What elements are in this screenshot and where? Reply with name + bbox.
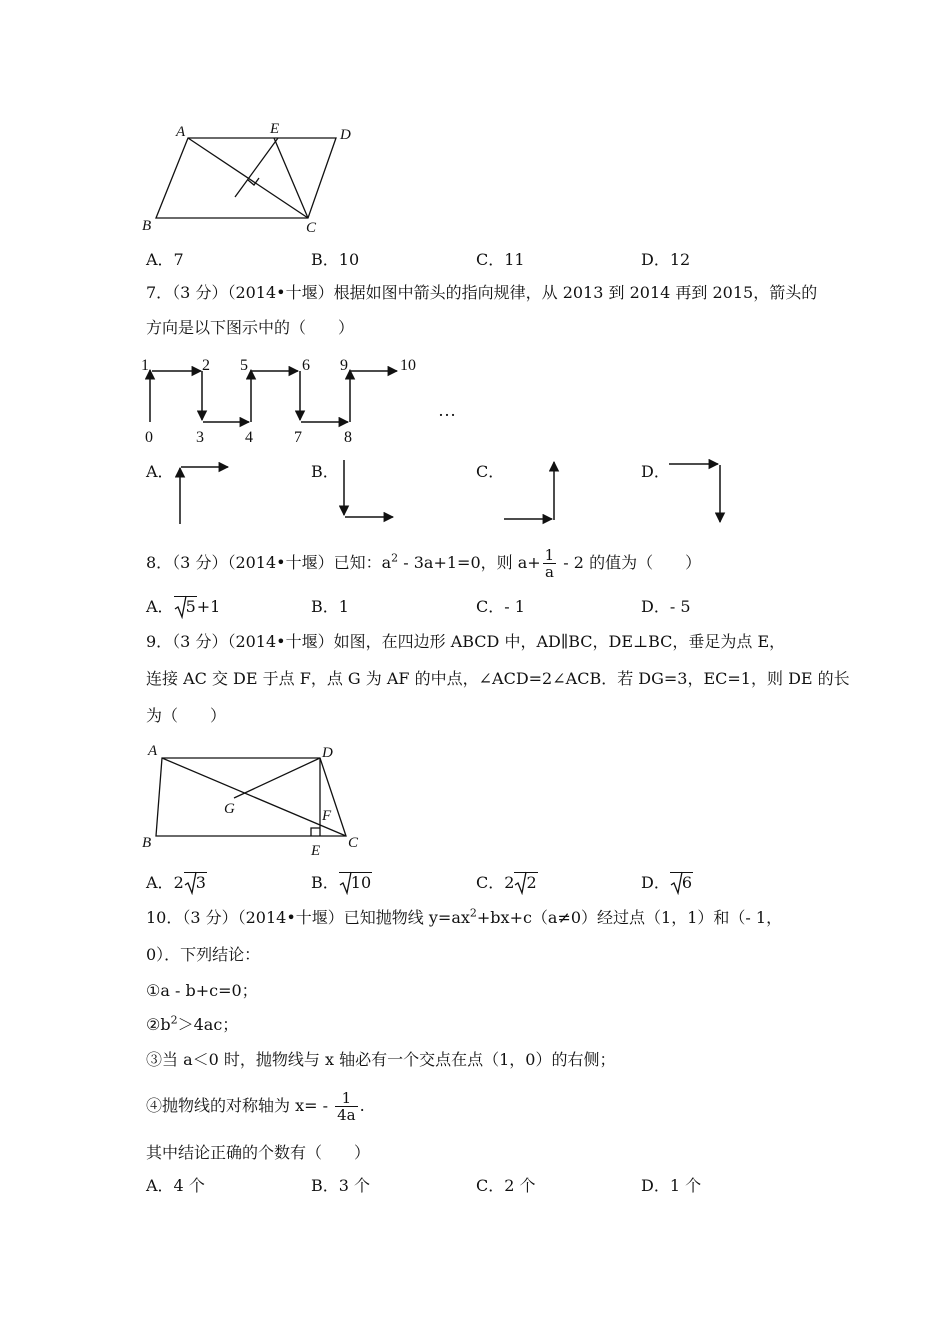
q7-option-d-letter[interactable]: D． xyxy=(641,462,670,481)
q7-num-6: 6 xyxy=(302,357,310,374)
q7-arrow-sequence-figure xyxy=(138,352,468,447)
q7-option-c-arrow-icon[interactable] xyxy=(500,458,565,528)
q6-option-b[interactable]: B．10 xyxy=(311,250,360,269)
q10-stem-suffix: +bx+c（a≠0）经过点（1，1）和（- 1， xyxy=(476,908,783,927)
q7-option-d-arrow-icon[interactable] xyxy=(665,458,730,528)
q6-label-A: A xyxy=(176,124,186,140)
q7-option-a-arrow-icon[interactable] xyxy=(170,458,235,528)
q6-option-c[interactable]: C．11 xyxy=(476,250,525,269)
q8-stem-prefix: 8．（3 分）（2014•十堰）已知：a xyxy=(146,553,392,572)
q10-item-4-frac-den: 4a xyxy=(337,1106,356,1124)
q9-option-c-sqrt xyxy=(514,873,537,893)
q7-ellipsis: … xyxy=(438,400,456,420)
q10-item-1: ①a - b+c=0； xyxy=(146,981,258,1000)
q10-stem-sup: 2 xyxy=(469,906,477,920)
q10-item-2-prefix: ②b xyxy=(146,1015,171,1034)
q9-option-b-radicand: 10 xyxy=(339,872,372,892)
q9-stem-line3: 为（ ） xyxy=(146,706,227,725)
q9-label-G: G xyxy=(224,801,235,817)
q7-num-4: 4 xyxy=(245,429,253,446)
q9-stem-line2: 连接 AC 交 DE 于点 F，点 G 为 AF 的中点，∠ACD=2∠ACB．若 DG=3，EC=1，则 DE 的长 xyxy=(146,669,850,688)
q8-stem-mid: - 3a+1=0，则 a+ xyxy=(398,553,541,572)
q6-label-B: B xyxy=(142,218,152,234)
q10-stem-line1 xyxy=(146,908,782,928)
q6-label-E: E xyxy=(270,121,280,137)
q9-option-a[interactable] xyxy=(146,873,207,893)
q7-num-9: 9 xyxy=(340,357,348,374)
q7-option-a-letter[interactable]: A． xyxy=(146,462,174,481)
q8-option-a-sqrt xyxy=(174,597,197,617)
q6-label-D: D xyxy=(340,127,351,143)
q9-option-a-sqrt xyxy=(184,873,207,893)
q10-option-b[interactable]: B．3 个 xyxy=(311,1176,371,1195)
q7-num-5: 5 xyxy=(240,357,248,374)
q10-item-2-sup: 2 xyxy=(170,1013,178,1027)
q9-stem-line1: 9．（3 分）（2014•十堰）如图，在四边形 ABCD 中，AD∥BC，DE⊥BC，垂足为点 E， xyxy=(146,632,786,651)
q9-option-b-letter: B． xyxy=(311,873,339,892)
q8-option-a[interactable] xyxy=(146,597,220,617)
q7-option-b-letter[interactable]: B． xyxy=(311,462,339,481)
q8-option-a-radicand: 5 xyxy=(174,596,197,616)
q8-stem-sup: 2 xyxy=(391,551,399,565)
q10-item-2 xyxy=(146,1015,238,1035)
q9-option-b[interactable] xyxy=(311,873,372,893)
q9-label-A: A xyxy=(148,743,158,759)
q9-option-c[interactable] xyxy=(476,873,538,893)
q6-option-d[interactable]: D．12 xyxy=(641,250,691,269)
q9-option-c-coef: 2 xyxy=(504,873,515,892)
q10-stem-prefix: 10．（3 分）（2014•十堰）已知抛物线 y=ax xyxy=(146,908,470,927)
q9-label-B: B xyxy=(142,835,152,851)
q8-option-b[interactable]: B．1 xyxy=(311,597,349,616)
q10-item-4-suffix: . xyxy=(359,1096,365,1115)
q7-option-c-letter[interactable]: C． xyxy=(476,462,505,481)
q9-option-b-sqrt xyxy=(339,873,372,893)
q8-stem xyxy=(146,547,701,580)
q7-num-1: 1 xyxy=(141,357,149,374)
q7-num-7: 7 xyxy=(294,429,302,446)
q10-item-4-prefix: ④抛物线的对称轴为 x= - xyxy=(146,1096,334,1115)
q10-option-c[interactable]: C．2 个 xyxy=(476,1176,536,1195)
q9-option-c-letter: C． xyxy=(476,873,505,892)
q6-parallelogram-figure xyxy=(138,118,368,240)
q10-option-d[interactable]: D．1 个 xyxy=(641,1176,702,1195)
q7-option-b-arrow-icon[interactable] xyxy=(335,458,400,528)
q9-option-d-radicand: 6 xyxy=(670,872,693,892)
q8-option-d[interactable]: D．- 5 xyxy=(641,597,691,616)
q9-label-C: C xyxy=(348,835,359,851)
q7-num-0: 0 xyxy=(145,429,153,446)
q9-label-F: F xyxy=(322,808,332,824)
q7-num-2: 2 xyxy=(202,357,210,374)
q9-option-d-letter: D． xyxy=(641,873,670,892)
q10-item-4 xyxy=(146,1090,365,1123)
q8-fraction xyxy=(543,547,557,580)
q10-stem-line2: 0）．下列结论： xyxy=(146,945,261,964)
q8-frac-den: a xyxy=(544,563,554,581)
q10-question: 其中结论正确的个数有（ ） xyxy=(146,1143,371,1162)
q9-option-a-coef: 2 xyxy=(173,873,184,892)
q8-option-a-tail: +1 xyxy=(196,597,221,616)
q10-item-4-fraction xyxy=(335,1090,358,1123)
q9-option-a-letter: A． xyxy=(146,873,174,892)
q9-option-d-sqrt xyxy=(670,873,693,893)
q7-num-3: 3 xyxy=(196,429,204,446)
q10-item-4-frac-num: 1 xyxy=(335,1090,358,1107)
q8-stem-suffix: - 2 的值为（ ） xyxy=(558,553,702,572)
q8-option-a-letter: A． xyxy=(146,597,174,616)
q9-option-a-radicand: 3 xyxy=(184,872,207,892)
q9-option-d[interactable] xyxy=(641,873,693,893)
q7-num-10: 10 xyxy=(400,357,416,374)
q8-frac-num: 1 xyxy=(544,546,555,564)
q9-option-c-radicand: 2 xyxy=(514,872,537,892)
q10-option-a[interactable]: A．4 个 xyxy=(146,1176,205,1195)
q10-item-3: ③当 a＜0 时，抛物线与 x 轴必有一个交点在点（1，0）的右侧； xyxy=(146,1050,616,1069)
q10-item-2-suffix: ＞4ac； xyxy=(177,1015,239,1034)
q7-num-8: 8 xyxy=(344,429,352,446)
q9-quadrilateral-figure xyxy=(138,738,368,860)
q6-option-a[interactable]: A．7 xyxy=(146,250,184,269)
q8-option-c[interactable]: C．- 1 xyxy=(476,597,525,616)
q9-label-D: D xyxy=(322,745,333,761)
q7-stem-line1: 7．（3 分）（2014•十堰）根据如图中箭头的指向规律，从 2013 到 2014 再到 2015，箭头的 xyxy=(146,283,818,302)
q6-label-C: C xyxy=(306,220,317,236)
q9-label-E: E xyxy=(311,843,321,859)
q7-stem-line2: 方向是以下图示中的（ ） xyxy=(146,318,355,337)
